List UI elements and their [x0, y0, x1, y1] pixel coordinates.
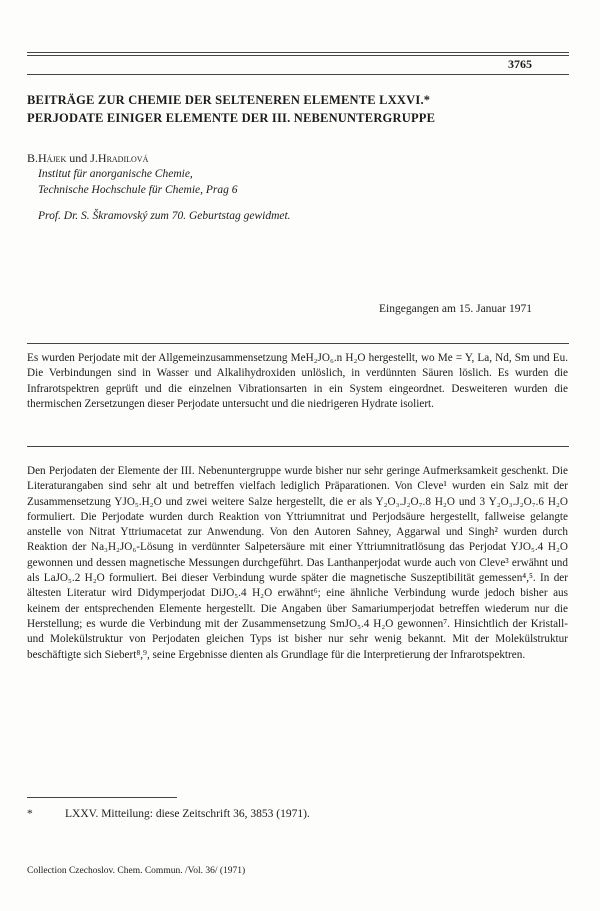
author-separator: und [69, 151, 88, 165]
footnote-mark: * [27, 808, 33, 820]
journal-source: Collection Czechoslov. Chem. Commun. /Vol. 36/ (1971) [27, 866, 246, 876]
dedication: Prof. Dr. S. Škramovský zum 70. Geburtstag gewidmet. [38, 210, 291, 222]
footnote-text: LXXV. Mitteilung: diese Zeitschrift 36, 3853 (1971). [65, 808, 310, 820]
author-2: J.Hradilová [90, 151, 149, 165]
top-rule-double-1 [27, 52, 569, 53]
abstract-bottom-rule [27, 446, 569, 447]
institute-line-1: Institut für anorganische Chemie, [38, 168, 193, 180]
top-rule-double-2 [27, 55, 569, 56]
abstract-text: Es wurden Perjodate mit der Allgemeinzusammensetzung MeH₂JO₆.n H₂O hergestellt, wo Me = Y, La, Nd, Sm und Eu. Die Verbindungen sind in Wasser und Alkalihydroxiden unlöslich, in verdünnten Säuren löslich. Es wurden die Infrarotspektren geprüft und die einzelnen Vibrationsarten in ein System eingeordnet. Desweiteren wurden die thermischen Zersetzungen dieser Perjodate untersucht und die niedrigeren Hydrate isoliert. [27, 352, 568, 410]
author-1: B.Hájek [27, 151, 67, 165]
abstract [27, 351, 568, 412]
header-rule [27, 74, 569, 75]
authors [27, 151, 148, 166]
page-number: 3765 [508, 57, 532, 71]
body-text: Den Perjodaten der Elemente der III. Nebenuntergruppe wurde bisher nur sehr geringe Aufmerksamkeit geschenkt. Die Literaturangaben sind sehr alt und betreffen vielfach lediglich Präparationen. Von Cleve¹ wurden ein Salz mit der Zusammensetzung YJO₅.H₂O und zwei weitere Salze hergestellt, die er als Y₂O₃.J₂O₇.8 H₂O und 3 Y₂O₃.J₂O₇.6 H₂O formuliert. Die Perjodate wurden durch Reaktion von Yttriumnitrat und Perjodsäure hergestellt, fallweise gelangte anstelle von Nitrat Yttriumacetat zur Anwendung. Von den Autoren Sahney, Aggarwal und Singh² wurden durch Reaktion der Na₃H₂JO₆-Lösung in verdünnter Salpetersäure mit einer Yttriumnitratlösung das Perjodat YJO₅.4 H₂O gewonnen und dessen magnetische Messungen durchgeführt. Das Lanthanperjodat wurde auch von Cleve³ erwähnt und als LaJO₅.2 H₂O formuliert. Bei dieser Verbindung wurde später die magnetische Suszeptibilität gemessen⁴,⁵. In der ältesten Literatur wird Didymperjodat DiJO₅.4 H₂O erwähnt⁶; eine ähnliche Verbindung wurde jedoch bisher aus keinem der entsprechenden Elemente hergestellt. Die Angaben über Samariumperjodat betreffen wiederum nur die Herstellung; es wurde die Verbindung mit der Zusammensetzung SmJO₅.4 H₂O gewonnen⁷. Hinsichtlich der Kristall- und Molekülstruktur von Perjodaten gleichen Typs ist bisher nur sehr wenig bekannt. Mit der Molekülstruktur beschäftigte sich Siebert⁸,⁹, seine Ergebnisse dienten als Grundlage für die Interpretierung der Infrarotspektren. [27, 465, 568, 661]
footnote-rule [27, 797, 177, 798]
article-title-line-2: PERJODATE EINIGER ELEMENTE DER III. NEBENUNTERGRUPPE [27, 111, 436, 125]
abstract-top-rule [27, 343, 569, 344]
article-title-line-1: BEITRÄGE ZUR CHEMIE DER SELTENEREN ELEMENTE LXXVI.* [27, 93, 431, 107]
received-date: Eingegangen am 15. Januar 1971 [379, 303, 532, 315]
footnote [27, 808, 310, 820]
body-paragraph [27, 464, 568, 663]
institute-line-2: Technische Hochschule für Chemie, Prag 6 [38, 184, 238, 196]
